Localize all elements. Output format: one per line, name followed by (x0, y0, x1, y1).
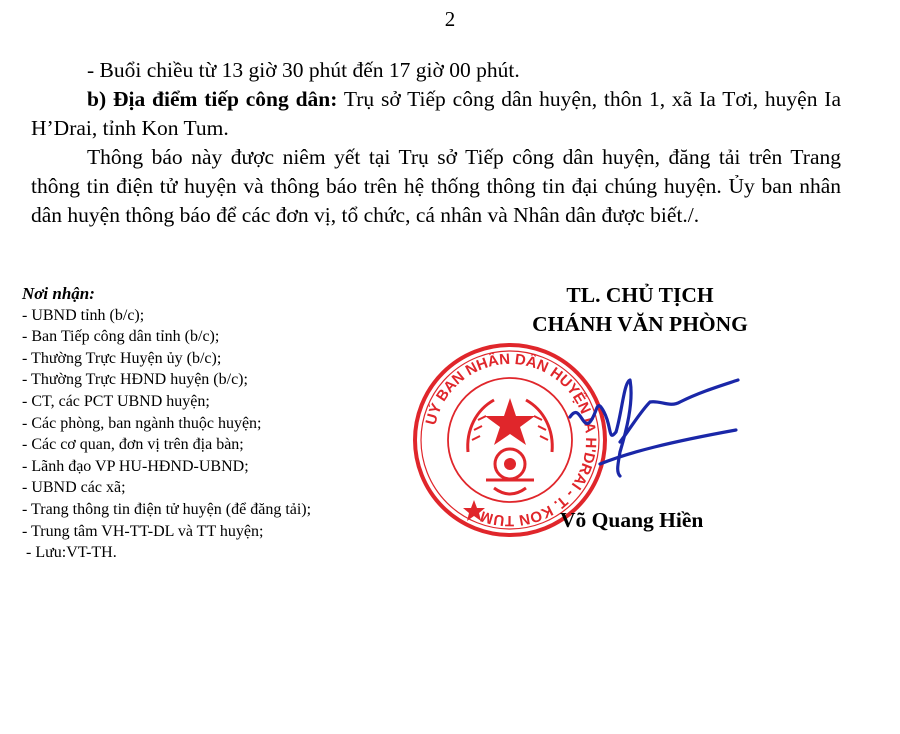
recipient-item: - Các cơ quan, đơn vị trên địa bàn; (22, 436, 244, 454)
recipient-item: - Các phòng, ban ngành thuộc huyện; (22, 414, 262, 432)
location-paragraph (31, 85, 841, 143)
location-text: Trụ sở Tiếp công dân huyện, thôn 1, xã Ia Tơi, huyện Ia H’Drai, tỉnh Kon Tum. (31, 87, 841, 140)
recipients-title: Nơi nhận: (22, 284, 95, 303)
recipient-item: - Ban Tiếp công dân tỉnh (b/c); (22, 328, 220, 346)
recipient-item: - UBND các xã; (22, 479, 126, 497)
afternoon-hours-line: - Buổi chiều từ 13 giờ 30 phút đến 17 giờ 00 phút. (87, 58, 520, 82)
recipient-item: - UBND tỉnh (b/c); (22, 306, 145, 324)
signature-icon (560, 372, 740, 482)
signer-name: Võ Quang Hiền (560, 508, 704, 532)
notice-paragraph: Thông báo này được niêm yết tại Trụ sở Tiếp công dân huyện, đăng tải trên Trang thông tin điện tử huyện và thông báo trên hệ thống thông tin đại chúng huyện. Ủy ban nhân dân huyện thông báo để các đơn vị, tổ chức, cá nhân và Nhân dân được biết./. (31, 145, 841, 227)
recipient-item: - Thường Trực HĐND huyện (b/c); (22, 371, 248, 389)
recipient-item: - Lãnh đạo VP HU-HĐND-UBND; (22, 457, 249, 475)
recipients-block (22, 283, 402, 564)
page-number: 2 (444, 7, 456, 31)
recipient-item: - Trang thông tin điện tử huyện (để đăng tải); (22, 500, 312, 518)
signer-title-line1: TL. CHỦ TỊCH (566, 283, 714, 307)
seal-text: UỶ BAN NHÂN DÂN HUYỆN IA H'DRAI - T. KON TUM (422, 350, 600, 530)
document-body (31, 56, 841, 230)
recipient-item: - Trung tâm VH-TT-DL và TT huyện; (22, 522, 264, 540)
recipient-item: - Thường Trực Huyện ủy (b/c); (22, 349, 222, 367)
signer-block (470, 281, 810, 339)
location-label: b) Địa điểm tiếp công dân: (87, 87, 338, 111)
signer-title-line2: CHÁNH VĂN PHÒNG (532, 312, 748, 336)
recipient-item: - Lưu:VT-TH. (26, 544, 117, 562)
recipients-list (22, 305, 402, 564)
recipient-item: - CT, các PCT UBND huyện; (22, 392, 210, 410)
